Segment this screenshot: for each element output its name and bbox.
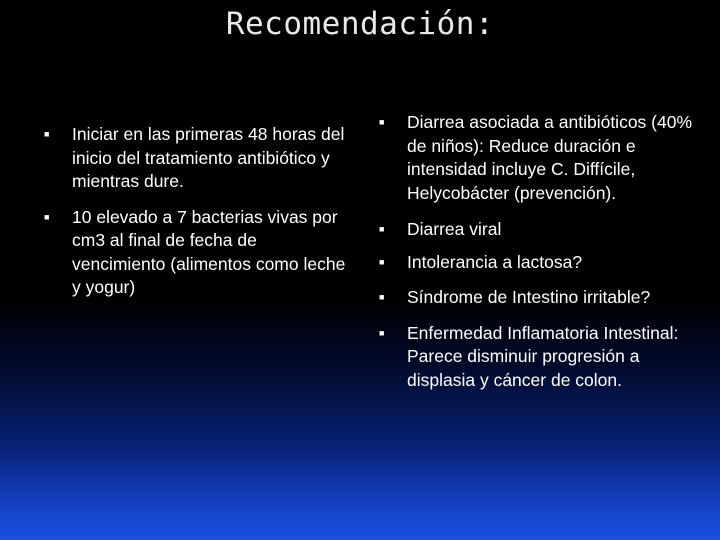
list-item (44, 206, 350, 300)
list-item-text: Diarrea viral (407, 219, 502, 239)
square-bullet-icon: ■ (379, 117, 385, 127)
list-item-text: Diarrea asociada a antibióticos (40% de niños): Reduce duración e intensidad incluye C. Diffícile, Helycobácter (prevención). (407, 112, 693, 203)
square-bullet-icon: ■ (44, 211, 50, 222)
list-item-text: Enfermedad Inflamatoria Intestinal: Parece disminuir progresión a displasia y cáncer de colon. (407, 322, 679, 390)
list-item-text: 10 elevado a 7 bacterias vivas por cm3 al final de fecha de vencimiento (alimentos como leche y yogur) (72, 206, 346, 297)
list-item-text: Iniciar en las primeras 48 horas del inicio del tratamiento antibiótico y mientras dure. (72, 124, 345, 191)
square-bullet-icon: ■ (379, 327, 385, 338)
list-item (379, 111, 709, 205)
list-item-text: Síndrome de Intestino irritable? (407, 287, 651, 307)
list-item (44, 123, 350, 194)
list-item (379, 251, 709, 275)
square-bullet-icon: ■ (44, 129, 50, 139)
list-item (379, 286, 709, 310)
right-bullet-list (379, 111, 709, 392)
list-item-text: Intolerancia a lactosa? (407, 251, 583, 272)
left-bullet-list (44, 123, 350, 312)
square-bullet-icon: ■ (379, 224, 385, 234)
list-item (379, 218, 709, 242)
square-bullet-icon: ■ (379, 292, 385, 302)
list-item (379, 322, 709, 393)
slide-title: Recomendación: (225, 6, 495, 42)
square-bullet-icon: ■ (379, 256, 385, 267)
